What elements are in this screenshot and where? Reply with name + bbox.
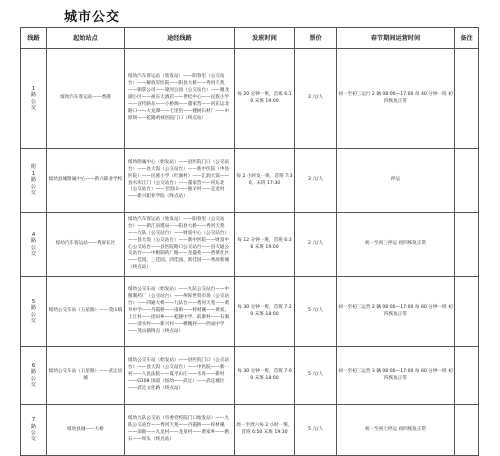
route-cell: 绥幼汽车客运站（始发站）——阳春里（公交站台）——解放军医院——阳县大桥——秀河天苑——朝掌公司——梁河公园（公交站台）——聚龙湖小区——祯东大酒店——世纪中心——民族小学——宣传路东——小桥源——董家营——河东运北路口——大龙潭——七里窑——楼树石材厂——中原坝——乾隆鸡禄医院门口（终点站） [125, 49, 235, 149]
start-end-cell: 绥幼公交车站（五星路）——茂山镇 [47, 277, 125, 347]
header-schedule: 发班时间 [235, 28, 295, 49]
line-char: 4 [31, 231, 36, 238]
schedule-cell: 每 2 小时发一班，首班 7:30，末班 17:30 [235, 149, 295, 213]
festival-cell: 初一至初三运行 2 辆 08:00—17:00 每 40 分钟一班 初四恢复正常 [337, 49, 455, 149]
table-row [21, 49, 479, 149]
line-char: 1 [31, 170, 36, 177]
fare-cell: 5 元/人 [295, 405, 337, 456]
line-cell [21, 347, 47, 405]
line-char: 5 [31, 298, 36, 305]
fare-cell: 2 元/人 [295, 49, 337, 149]
table-row [21, 347, 479, 405]
line-char: 路 [30, 423, 37, 430]
line-char: 交 [30, 250, 37, 257]
line-char: 路 [30, 305, 37, 312]
line-char: 公 [30, 98, 37, 105]
line-char: 交 [30, 104, 37, 111]
fare-cell: 2 元/人 [295, 213, 337, 277]
note-cell [455, 277, 479, 347]
schedule-cell: 每 20 分钟一班，首班 6:10 末班 19:00 [235, 49, 295, 149]
line-char: 公 [30, 244, 37, 251]
line-char: 公 [30, 311, 37, 318]
table-row [21, 213, 479, 277]
line-char: 1 [31, 85, 36, 92]
note-cell [455, 49, 479, 149]
line-char: 交 [30, 190, 37, 197]
note-cell [455, 347, 479, 405]
bus-schedule-table [20, 27, 479, 456]
route-cell: 绥幼九队公交站（市委党校院门口始发站）——九队公交站台——秀河天苑——丹霞桥——梓材溪——南街——九龙村——龙泉村——黄家乡——跑石——坝头（终点站） [125, 405, 235, 456]
festival-cell: 停运 [337, 149, 455, 213]
table-row [21, 149, 479, 213]
header-fare: 票价 [295, 28, 337, 49]
page-title: 城市公交 [64, 10, 121, 25]
route-cell: 绥幼附属中心（始发站）——县医院门口（公交站台）——县大饭（公交站台）——新中医院（中县医院）——民族小学（红旗村）——汇润大饭——县水库江门（公交站台）——董家营——河东北（公交站台）——甘团山——独羊村——走龙村——新兴职业学院（终点站） [125, 149, 235, 213]
header-festival: 春节期间运营时间 [337, 28, 455, 49]
header-start-end: 起始站点 [47, 28, 125, 49]
start-end-cell: 绥幼县城——大桥 [47, 405, 125, 456]
line-char: 公 [30, 375, 37, 382]
line-char: 公 [30, 183, 37, 190]
festival-cell: 初一至初三运营 3 辆 08:00—17:00 每 60 分钟一班 初四恢复正常 [337, 347, 455, 405]
route-cell: 绥幼公交车站（始发站）——县医院门口（公交站台）——县大饭（公交站台）——中医院——新一村——人民法院——夏平山庄——水库——新村——G108 国道（绥幼——武定）——武定城区——武定文化路（终点站） [125, 347, 235, 405]
start-end-cell: 绥幼汽车客运站——香港 [47, 49, 125, 149]
route-cell: 绥幼公交车站（始发站）——九队公交站台——中粮制药厂（公交站台）——州际世贸市场（公交站台）——四通大桥——九队台——秀河天苑——黄井中学——丹霞桥——南街——梓材溪——黄家、上丘村——团田乡——乾隆中学、前寨村——石涧——清水村——新兴村——桃槐村——西成中学——茂山镇终点（终点站） [125, 277, 235, 347]
line-char: 6 [31, 362, 36, 369]
header-line: 线路 [21, 28, 47, 49]
festival-cell: 初一至初三停运 初四恢复正常 [337, 213, 455, 277]
route-cell: 绥幼汽车客运站（始发站）——阳春里（公交站台）——新江泉塔泉——阳县大桥——秀河天苑——九队（公交站台）——财富中心（公交站台）——县大饭（公交站台）——新中医院——财富中心公交站台——县医院路口公交站台——县天通公交站台——中粮制药厂路——龙盛苑——香菜社区——佳园、三佳园、四佳园、新佳园——秀屏新城（终点站） [125, 213, 235, 277]
table-header-row [21, 28, 479, 49]
start-end-cell: 绥幼公交车站（五星路）——武定县城 [47, 347, 125, 405]
note-cell [455, 149, 479, 213]
header-route: 途经线路 [125, 28, 235, 49]
table-row [21, 277, 479, 347]
line-char: 交 [30, 317, 37, 324]
line-char: 7 [31, 417, 36, 424]
festival-cell: 初一至初七停运 初四恢复正常 [337, 405, 455, 456]
fare-cell: 5 元/人 [295, 277, 337, 347]
line-cell [21, 149, 47, 213]
note-cell [455, 405, 479, 456]
start-end-cell: 绥幼县城附属中心——新兴职业学校 [47, 149, 125, 213]
schedule-cell: 每 30 分钟一班，首班 7:00 末班 18:00 [235, 347, 295, 405]
header-note: 备注 [455, 28, 479, 49]
line-char: 交 [30, 436, 37, 443]
line-char: 路 [30, 238, 37, 245]
line-char: 路 [30, 369, 37, 376]
fare-cell: 5 元/人 [295, 347, 337, 405]
schedule-cell: 每 30 分钟一班，首班 7:20 末班 18:00 [235, 277, 295, 347]
line-cell [21, 213, 47, 277]
line-cell [21, 49, 47, 149]
fare-cell: 3 元/人 [295, 149, 337, 213]
line-char: 交 [30, 381, 37, 388]
line-char: 公 [30, 430, 37, 436]
schedule-cell: 每 12 分钟一班，首班 6:36 末班 19:00 [235, 213, 295, 277]
table-row [21, 405, 479, 456]
festival-cell: 初一至初三运营 2 辆 08:00—17:00 每 60 分钟一班 初四恢复正常 [337, 277, 455, 347]
schedule-cell: 周一至周六每 2 小时一班，首班 6:50 末班 19:30 [235, 405, 295, 456]
start-end-cell: 绥幼汽车客运站——秀屏长区 [47, 213, 125, 277]
note-cell [455, 213, 479, 277]
line-char: 路 [30, 92, 37, 99]
line-char: 路 [30, 177, 37, 184]
line-cell [21, 277, 47, 347]
line-cell [21, 405, 47, 456]
line-char: 附 [30, 164, 37, 171]
